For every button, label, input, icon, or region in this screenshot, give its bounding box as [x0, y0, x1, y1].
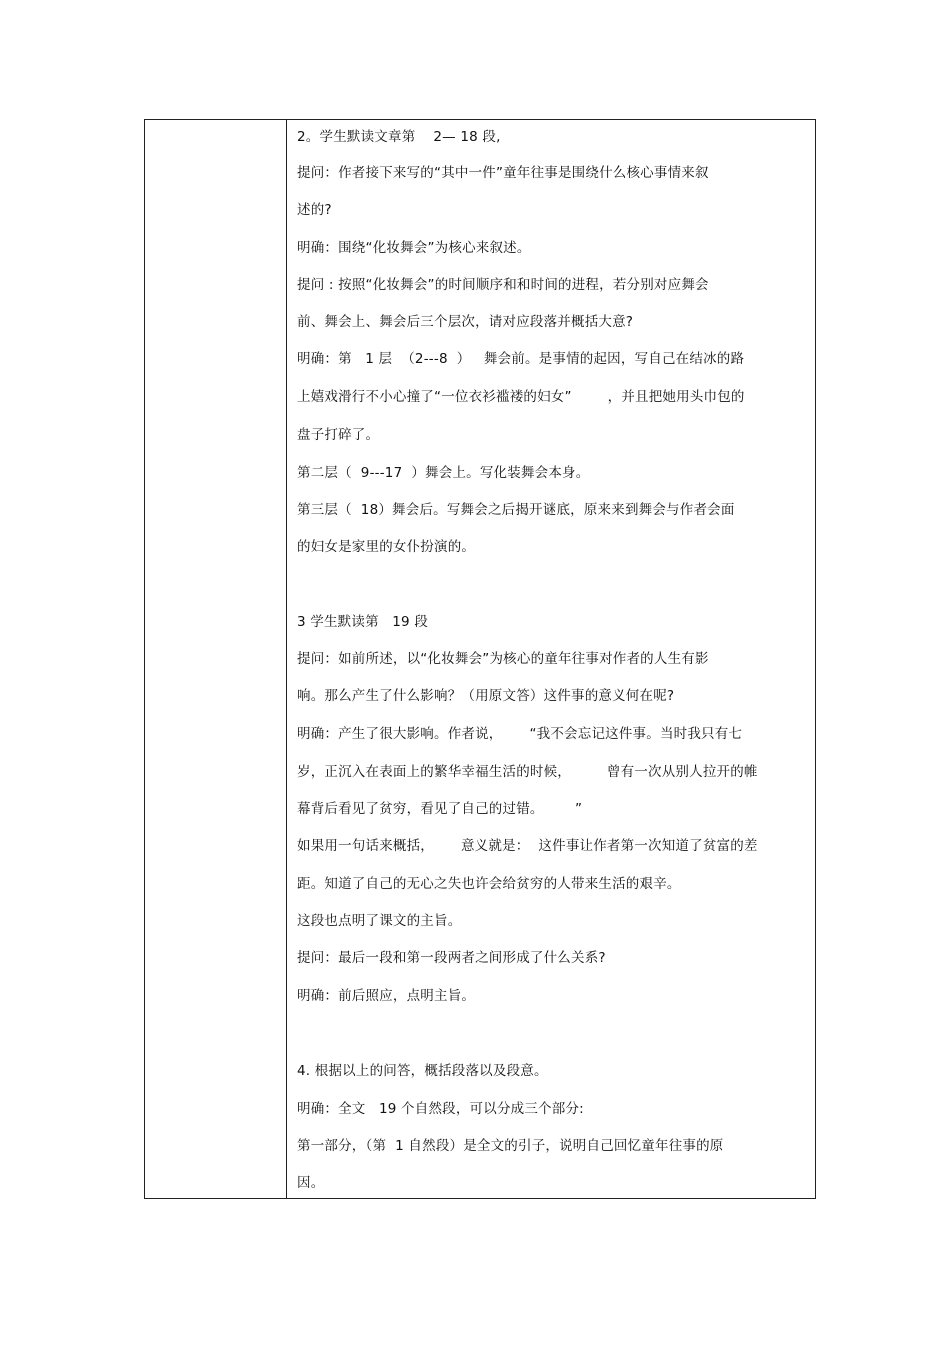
text-line: 提问：如前所述，以“化妆舞会”为核心的童年往事对作者的人生有影 — [297, 651, 709, 667]
text-line: 2。学生默读文章第 2— 18 段, — [297, 129, 501, 145]
text-line: 上嬉戏滑行不小心撞了“一位衣衫褴褛的妇女” ，并且把她用头巾包的 — [297, 389, 745, 405]
text-line: 第三层（ 18）舞会后。写舞会之后揭开谜底，原来来到舞会与作者会面 — [297, 502, 735, 518]
text-line: 明确：围绕“化妆舞会”为核心来叙述。 — [297, 240, 531, 256]
text-line: 盘子打碎了。 — [297, 427, 380, 443]
text-line: 前、舞会上、舞会后三个层次，请对应段落并概括大意? — [297, 314, 634, 330]
text-line: 明确：产生了很大影响。作者说， “我不会忘记这件事。当时我只有七 — [297, 726, 743, 742]
text-line: 4. 根据以上的问答，概括段落以及段意。 — [297, 1063, 548, 1079]
text-line: 响。那么产生了什么影响？（用原文答）这件事的意义何在呢? — [297, 688, 675, 704]
table-left-cell — [145, 120, 287, 1198]
text-line: 第一部分，（第 1 自然段）是全文的引子，说明自己回忆童年往事的原 — [297, 1138, 724, 1154]
text-line: 明确：全文 19 个自然段，可以分成三个部分: — [297, 1101, 584, 1117]
text-line: 的妇女是家里的女仆扮演的。 — [297, 539, 476, 555]
text-line: 述的? — [297, 202, 332, 218]
lesson-table — [144, 119, 816, 1199]
text-line: 提问 : 按照“化妆舞会”的时间顺序和和时间的进程，若分别对应舞会 — [297, 277, 709, 293]
text-line: 3 学生默读第 19 段 — [297, 614, 429, 630]
text-line: 岁，正沉入在表面上的繁华幸福生活的时候， 曾有一次从别人拉开的帷 — [297, 764, 758, 780]
text-line: 提问：最后一段和第一段两者之间形成了什么关系? — [297, 950, 606, 966]
text-line: 明确：第 1 层 （2---8 ） 舞会前。是事情的起因，写自己在结冰的路 — [297, 351, 745, 367]
table-content-cell — [297, 120, 807, 1198]
text-line: 幕背后看见了贫穷，看见了自己的过错。 ” — [297, 801, 583, 817]
text-line: 明确：前后照应，点明主旨。 — [297, 988, 476, 1004]
text-line: 第二层（ 9---17 ）舞会上。写化装舞会本身。 — [297, 465, 590, 481]
text-line: 如果用一句话来概括， 意义就是： 这件事让作者第一次知道了贫富的差 — [297, 838, 758, 854]
text-line: 这段也点明了课文的主旨。 — [297, 913, 462, 929]
text-line: 提问：作者接下来写的“其中一件”童年往事是围绕什么核心事情来叙 — [297, 165, 709, 181]
text-line: 距。知道了自己的无心之失也许会给贫穷的人带来生活的艰辛。 — [297, 876, 681, 892]
text-line: 因。 — [297, 1175, 325, 1191]
